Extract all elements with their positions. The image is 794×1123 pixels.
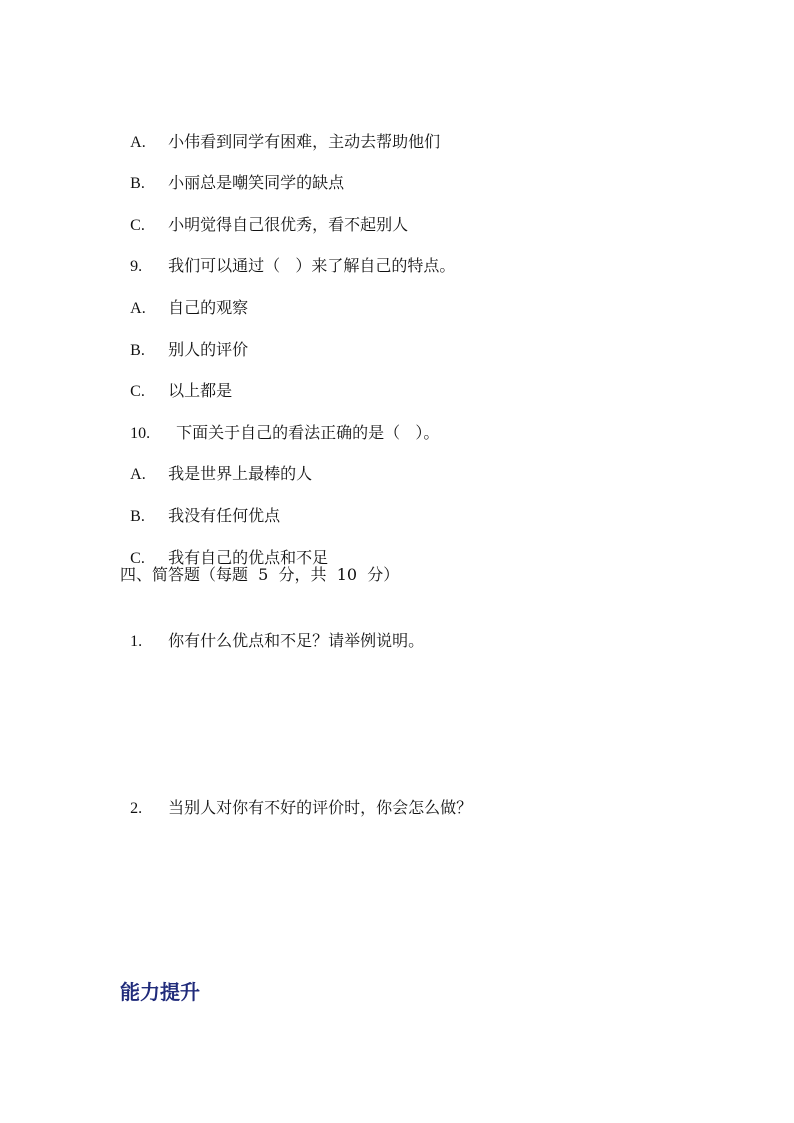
q9-option-c — [120, 355, 233, 400]
q9-stem — [120, 230, 456, 275]
q10-option-c — [120, 522, 329, 567]
question-text: 下面关于自己的看法正确的是（ ）。 — [176, 423, 440, 442]
q10-stem — [120, 397, 440, 442]
question-number: 1. — [130, 633, 143, 650]
short-answer-question-2 — [120, 772, 473, 817]
question-number: 10. — [130, 425, 151, 442]
question-text: 我们可以通过（ ）来了解自己的特点。 — [168, 256, 456, 275]
short-answer-question-1 — [120, 605, 425, 650]
option-text: 我有自己的优点和不足 — [168, 548, 329, 567]
option-text: 我没有任何优点 — [168, 506, 281, 525]
question-number: 2. — [130, 800, 143, 817]
option-text: 以上都是 — [168, 381, 233, 400]
option-label: C. — [130, 383, 145, 400]
q9-option-a — [120, 272, 249, 317]
q9-option-b — [120, 314, 249, 359]
option-label: B. — [130, 508, 145, 525]
q10-option-a — [120, 438, 313, 483]
option-label: B. — [130, 342, 145, 359]
option-text: 我是世界上最棒的人 — [168, 464, 313, 483]
option-label: A. — [130, 300, 146, 317]
option-label: C. — [130, 217, 145, 234]
q10-option-b — [120, 480, 281, 525]
question-text: 当别人对你有不好的评价时，你会怎么做？ — [168, 798, 473, 817]
section4-heading: 四、简答题（每题 5 分，共 10 分） — [120, 565, 400, 584]
option-text: 别人的评价 — [168, 340, 249, 359]
option-text: 小伟看到同学有困难，主动去帮助他们 — [168, 132, 441, 151]
option-text: 自己的观察 — [168, 298, 249, 317]
q8-option-b — [120, 147, 345, 192]
q8-option-c — [120, 189, 409, 234]
q8-option-a — [120, 106, 441, 151]
option-label: B. — [130, 175, 145, 192]
option-label: A. — [130, 466, 146, 483]
option-label: A. — [130, 134, 146, 151]
question-number: 9. — [130, 258, 143, 275]
ability-section-title: 能力提升 — [120, 980, 200, 1004]
option-label: C. — [130, 550, 145, 567]
option-text: 小丽总是嘲笑同学的缺点 — [168, 173, 345, 192]
option-text: 小明觉得自己很优秀，看不起别人 — [168, 215, 409, 234]
question-text: 你有什么优点和不足？请举例说明。 — [168, 631, 425, 650]
